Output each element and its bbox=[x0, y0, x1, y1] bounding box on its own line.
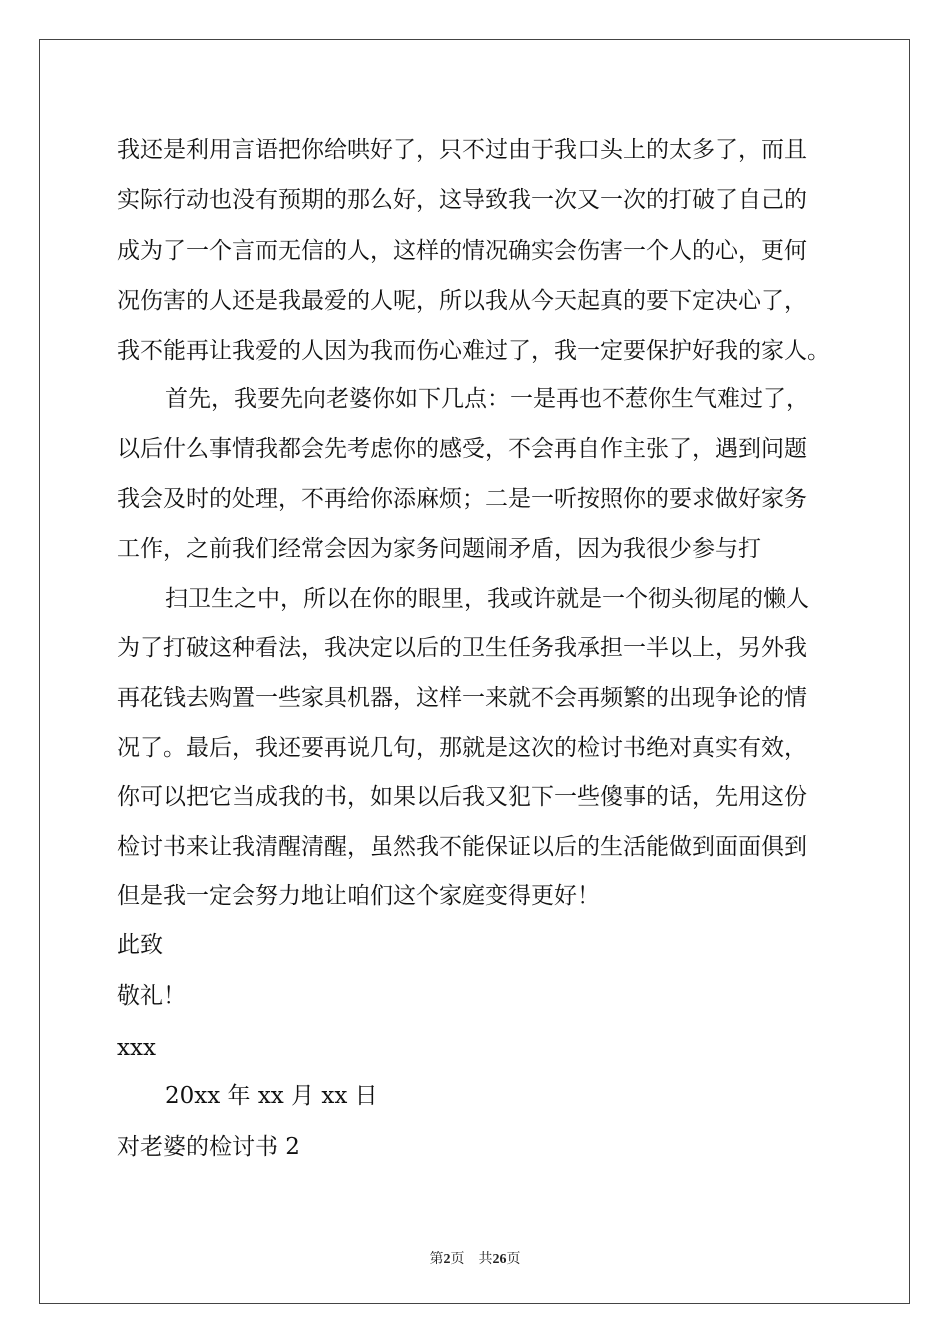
body-line-2: 实际行动也没有预期的那么好，这导致我一次又一次的打破了自己的 bbox=[117, 187, 807, 213]
next-section-title: 对老婆的检讨书 2 bbox=[117, 1134, 300, 1160]
page-border bbox=[39, 39, 910, 1304]
body-line-6: 首先，我要先向老婆你如下几点：一是再也不惹你生气难过了， bbox=[165, 386, 809, 412]
body-line-15: 检讨书来让我清醒清醒，虽然我不能保证以后的生活能做到面面俱到 bbox=[117, 834, 807, 860]
page-footer bbox=[0, 1248, 950, 1268]
body-line-4: 况伤害的人还是我最爱的人呢，所以我从今天起真的要下定决心了， bbox=[117, 288, 807, 314]
body-line-13: 况了。最后，我还要再说几句，那就是这次的检讨书绝对真实有效， bbox=[117, 735, 807, 761]
closing-respect: 敬礼！ bbox=[117, 983, 186, 1009]
body-line-7: 以后什么事情我都会先考虑你的感受，不会再自作主张了，遇到问题 bbox=[117, 436, 807, 462]
signature-name: xxx bbox=[117, 1035, 156, 1061]
body-line-11: 为了打破这种看法，我决定以后的卫生任务我承担一半以上，另外我 bbox=[117, 635, 807, 661]
footer-total-suffix: 页 bbox=[506, 1251, 521, 1267]
body-line-1: 我还是利用言语把你给哄好了，只不过由于我口头上的太多了，而且 bbox=[117, 137, 807, 163]
footer-total-pages: 26 bbox=[492, 1252, 507, 1267]
body-line-8: 我会及时的处理，不再给你添麻烦；二是一听按照你的要求做好家务 bbox=[117, 486, 807, 512]
footer-total-prefix: 共 bbox=[478, 1251, 493, 1267]
body-line-5: 我不能再让我爱的人因为我而伤心难过了，我一定要保护好我的家人。 bbox=[117, 338, 830, 364]
closing-salutation: 此致 bbox=[117, 932, 163, 958]
body-line-14: 你可以把它当成我的书，如果以后我又犯下一些傻事的话，先用这份 bbox=[117, 784, 807, 810]
footer-page-prefix: 第 bbox=[429, 1251, 444, 1267]
footer-page-suffix: 页 bbox=[450, 1251, 465, 1267]
body-line-3: 成为了一个言而无信的人，这样的情况确实会伤害一个人的心，更何 bbox=[117, 238, 807, 264]
signature-date: 20xx 年 xx 月 xx 日 bbox=[165, 1083, 378, 1109]
body-line-12: 再花钱去购置一些家具机器，这样一来就不会再频繁的出现争论的情 bbox=[117, 685, 807, 711]
body-line-16: 但是我一定会努力地让咱们这个家庭变得更好！ bbox=[117, 883, 600, 909]
body-line-9: 工作，之前我们经常会因为家务问题闹矛盾，因为我很少参与打 bbox=[117, 536, 761, 562]
body-line-10: 扫卫生之中，所以在你的眼里，我或许就是一个彻头彻尾的懒人 bbox=[165, 586, 809, 612]
footer-page-number: 2 bbox=[443, 1252, 451, 1267]
